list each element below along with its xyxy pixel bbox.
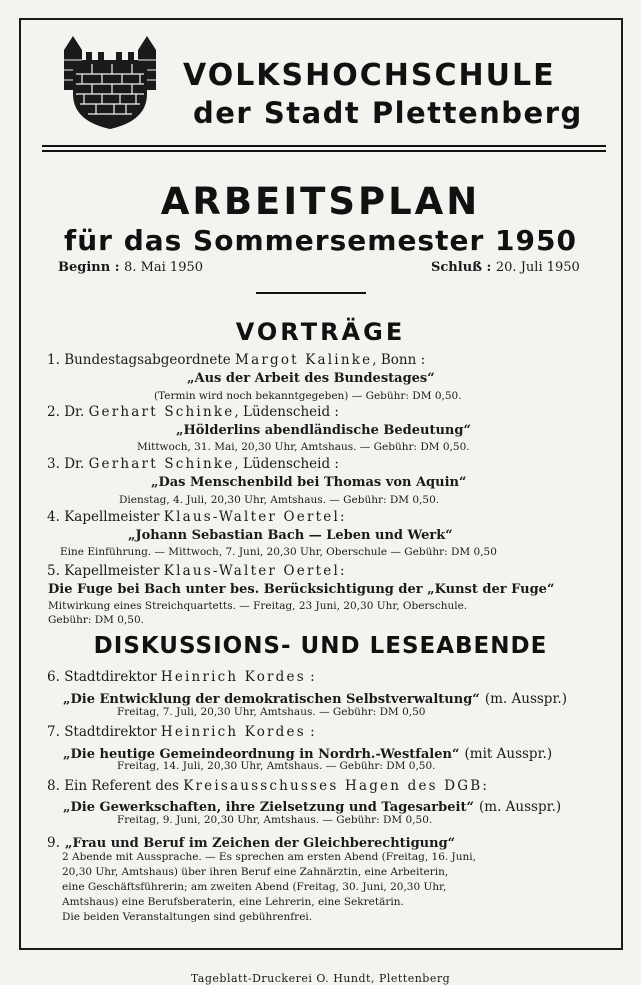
- speaker-name: Klaus-Walter Oertel: [163, 563, 340, 579]
- lecture-topic: „Johann Sebastian Bach — Leben und Werk“: [128, 528, 453, 543]
- semester-begin: [58, 260, 203, 275]
- begin-date: 8. Mai 1950: [124, 260, 204, 275]
- speaker-line: [47, 509, 345, 525]
- semester-end: [431, 260, 580, 275]
- item-number: 2.: [47, 404, 60, 420]
- discussion-note: (mit Ausspr.): [464, 746, 553, 762]
- speaker-line: [47, 404, 339, 420]
- lecture-details: Dienstag, 4. Juli, 20,30 Uhr, Amtshaus. — Gebühr: DM 0,50.: [119, 494, 440, 506]
- speaker-name: Margot Kalinke: [235, 352, 373, 368]
- speaker-role: Bundestagsabgeordnete: [64, 352, 231, 368]
- speaker-place: :: [310, 724, 315, 740]
- discussion-description: Amtshaus) eine Berufsberaterin, eine Lehrerin, eine Sekretärin.: [62, 896, 404, 908]
- lecture-topic: „Aus der Arbeit des Bundestages“: [187, 371, 435, 386]
- discussion-details: Freitag, 14. Juli, 20,30 Uhr, Amtshaus. — Gebühr: DM 0,50.: [117, 760, 436, 772]
- speaker-name: Heinrich Kordes: [160, 669, 306, 685]
- speaker-place: , Lüdenscheid :: [234, 404, 339, 420]
- item-number: 4.: [47, 509, 60, 525]
- speaker-role: Ein Referent des: [64, 778, 179, 794]
- discussion-description: Die beiden Veranstaltungen sind gebührenfrei.: [62, 911, 313, 923]
- lecture-details: Mittwoch, 31. Mai, 20,30 Uhr, Amtshaus. — Gebühr: DM 0,50.: [137, 441, 470, 453]
- speaker-place: :: [482, 778, 487, 794]
- discussion-topic-line: [63, 796, 561, 815]
- speaker-name: Gerhart Schinke: [88, 456, 235, 472]
- discussion-details: Freitag, 7. Juli, 20,30 Uhr, Amtshaus. — Gebühr: DM 0,50: [117, 706, 426, 718]
- end-date: 20. Juli 1950: [495, 260, 580, 275]
- town-coat-of-arms-icon: [62, 30, 158, 130]
- end-label: Schluß :: [431, 260, 492, 275]
- speaker-name: Heinrich Kordes: [160, 724, 306, 740]
- item-number: 5.: [47, 563, 60, 579]
- lecture-fee: Gebühr: DM 0,50.: [48, 614, 144, 626]
- speaker-line: [47, 778, 487, 794]
- discussion-topic: „Die heutige Gemeindeordnung in Nordrh.-Westfalen“: [63, 747, 460, 762]
- discussion-topic-line: [63, 688, 567, 707]
- speaker-role: Kapellmeister: [64, 509, 160, 525]
- page-subtitle: für das Sommersemester 1950: [64, 224, 577, 257]
- lecture-topic: „Das Menschenbild bei Thomas von Aquin“: [151, 475, 467, 490]
- discussion-description: 20,30 Uhr, Amtshaus) über ihren Beruf eine Zahnärztin, eine Arbeiterin,: [62, 866, 449, 878]
- lecture-topic: Die Fuge bei Bach unter bes. Berücksichtigung der „Kunst der Fuge“: [48, 582, 555, 597]
- item-number: 6.: [47, 669, 60, 685]
- speaker-place: :: [339, 509, 345, 525]
- header-divider-top: [42, 145, 606, 147]
- begin-label: Beginn :: [58, 260, 120, 275]
- speaker-role: Kapellmeister: [64, 563, 160, 579]
- speaker-name: Klaus-Walter Oertel: [163, 509, 340, 525]
- discussion-topic-line: [47, 832, 455, 851]
- speaker-line: [47, 456, 339, 472]
- speaker-role: Dr.: [64, 404, 85, 420]
- discussion-note: (m. Ausspr.): [484, 691, 567, 707]
- discussion-description: eine Geschäftsführerin; am zweiten Abend (Freitag, 30. Juni, 20,30 Uhr,: [62, 881, 447, 893]
- speaker-role: Dr.: [64, 456, 85, 472]
- lecture-details: (Termin wird noch bekanntgegeben) — Gebühr: DM 0,50.: [154, 390, 462, 402]
- header-divider-bottom: [42, 150, 606, 152]
- lecture-details: Eine Einführung. — Mittwoch, 7. Juni, 20,30 Uhr, Oberschule — Gebühr: DM 0,50: [60, 546, 497, 558]
- speaker-line: [47, 352, 425, 368]
- discussion-details: Freitag, 9. Juni, 20,30 Uhr, Amtshaus. — Gebühr: DM 0,50.: [117, 814, 433, 826]
- page-title: ARBEITSPLAN: [160, 180, 481, 223]
- section-heading-diskussionen: DISKUSSIONS- UND LESEABENDE: [93, 633, 548, 659]
- speaker-name: Gerhart Schinke: [88, 404, 235, 420]
- lecture-topic: „Hölderlins abendländische Bedeutung“: [176, 423, 471, 438]
- discussion-topic: „Die Entwicklung der demokratischen Selbstverwaltung“: [63, 692, 480, 707]
- item-number: 9.: [47, 835, 60, 851]
- discussion-description: 2 Abende mit Aussprache. — Es sprechen am ersten Abend (Freitag, 16. Juni,: [62, 851, 476, 863]
- speaker-line: [47, 724, 315, 740]
- speaker-line: [47, 669, 315, 685]
- title-divider: [256, 292, 366, 294]
- speaker-place: , Bonn :: [372, 352, 426, 368]
- item-number: 8.: [47, 778, 60, 794]
- speaker-place: , Lüdenscheid :: [234, 456, 339, 472]
- discussion-topic: „Die Gewerkschaften, ihre Zielsetzung und Tagesarbeit“: [63, 800, 474, 815]
- discussion-topic: „Frau und Beruf im Zeichen der Gleichberechtigung“: [64, 836, 456, 851]
- discussion-note: (m. Ausspr.): [479, 799, 562, 815]
- speaker-place: :: [310, 669, 315, 685]
- section-heading-vortraege: VORTRÄGE: [235, 318, 406, 346]
- item-number: 7.: [47, 724, 60, 740]
- speaker-role: Stadtdirektor: [64, 669, 157, 685]
- speaker-place: :: [339, 563, 345, 579]
- school-city: der Stadt Plettenberg: [193, 96, 583, 130]
- school-name: VOLKSHOCHSCHULE: [183, 58, 556, 93]
- printer-imprint: Tageblatt-Druckerei O. Hundt, Plettenberg: [190, 972, 451, 985]
- speaker-line: [47, 563, 345, 579]
- lecture-details: Mitwirkung eines Streichquartetts. — Freitag, 23 Juni, 20,30 Uhr, Oberschule.: [48, 600, 468, 612]
- speaker-role: Stadtdirektor: [64, 724, 157, 740]
- item-number: 1.: [47, 352, 60, 368]
- speaker-name: Kreisausschusses Hagen des DGB: [183, 778, 483, 794]
- item-number: 3.: [47, 456, 60, 472]
